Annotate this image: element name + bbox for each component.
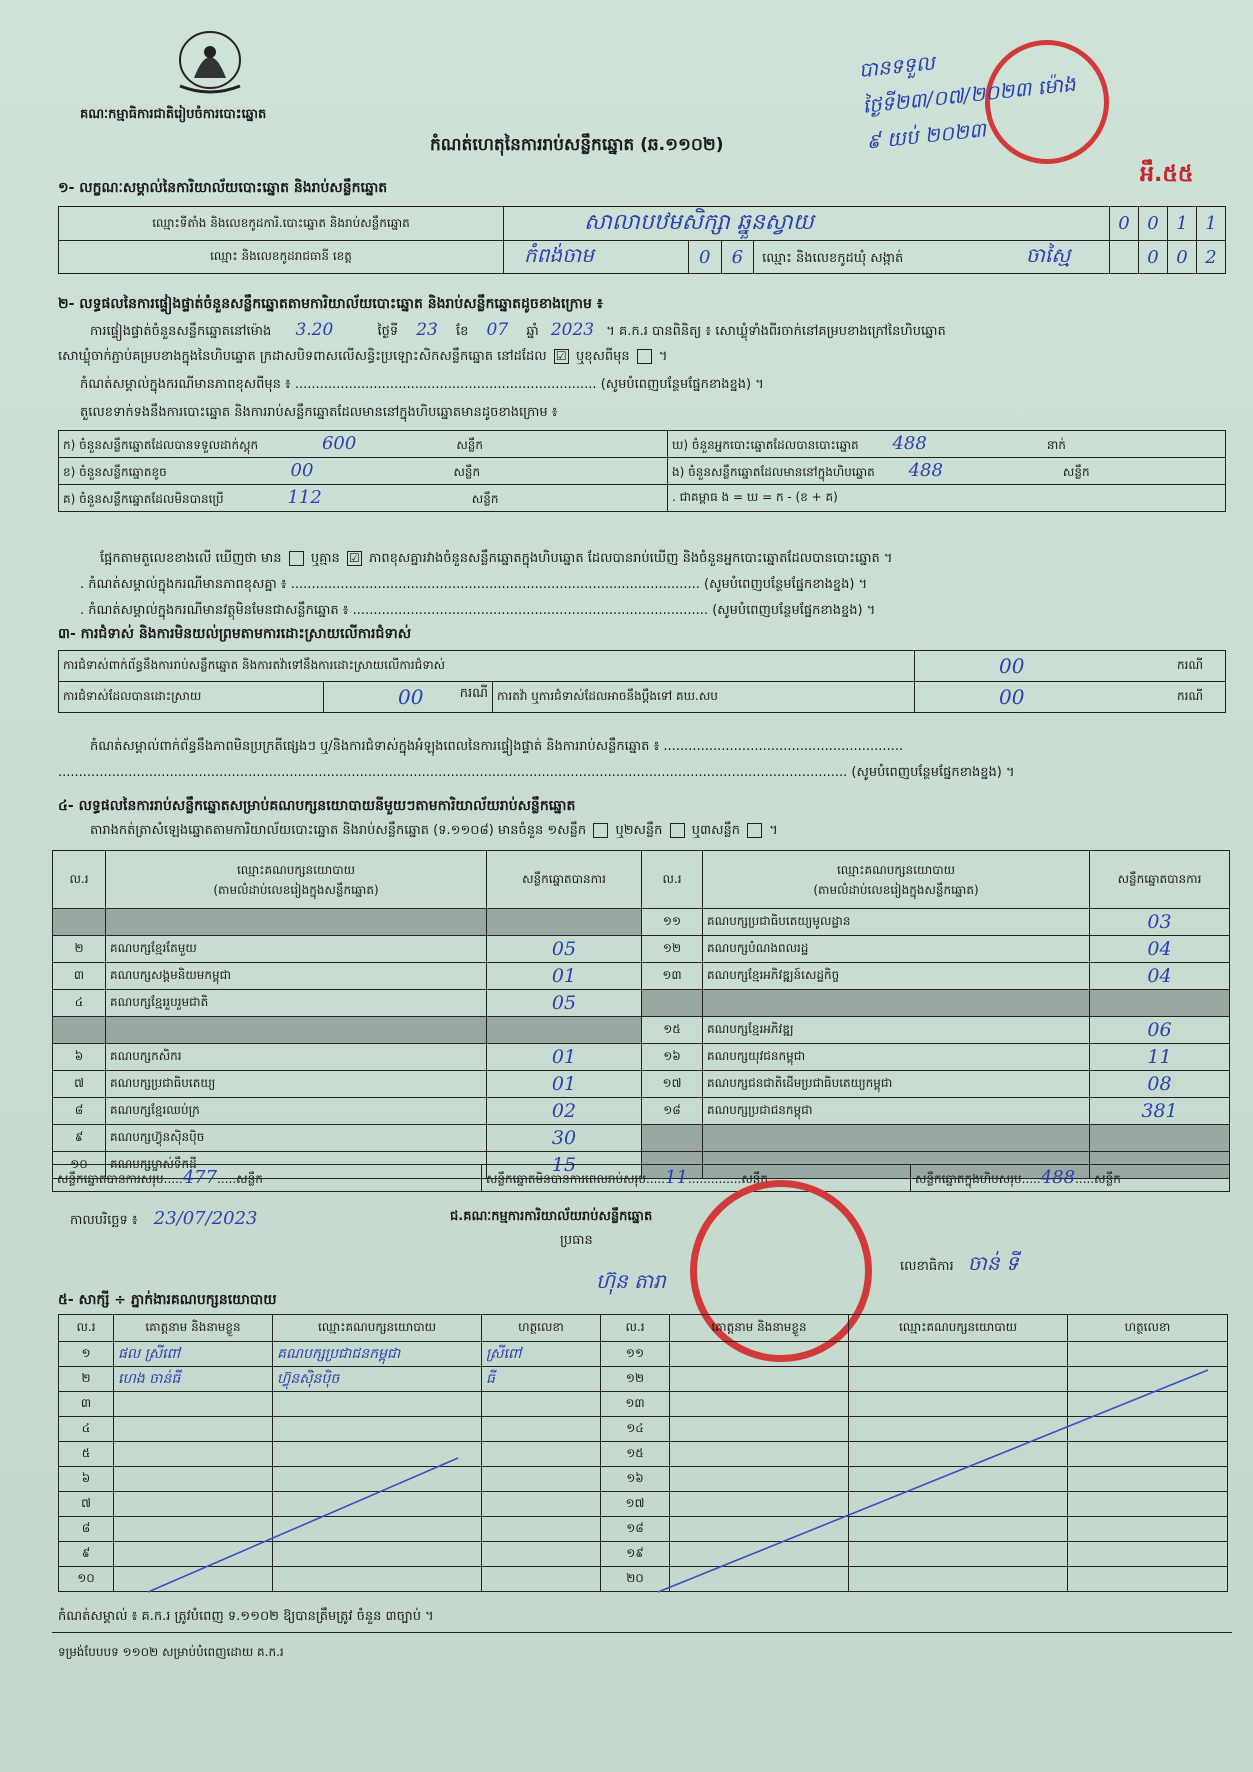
witness-number: ១៥ [601, 1442, 670, 1467]
location-code-3: 1 [1168, 207, 1197, 241]
page-mark: អឹ.៥៥ [1140, 162, 1194, 187]
wit-col-name-left: គោត្តនាម និងនាមខ្លួន [114, 1315, 273, 1342]
discrepancy-note-line: . កំណត់សម្គាល់ក្នុងករណីមានភាពខុសគ្នា ៖ ................................................................................................... (សូមបំពេញបន្ថែមផ្នែកខាងខ្នង) ។ [80, 577, 868, 592]
strike-lines [58, 1340, 1228, 1594]
col-votes-right: សន្លឹកឆ្នោតបានការ [1090, 851, 1230, 909]
province-value: កំពង់ចាម [504, 241, 689, 274]
complaint-appeal-unit: ករណី [1173, 682, 1226, 713]
party-left-number: ៨ [53, 1098, 106, 1125]
verification-text: ។ គ.ក.រ បានពិនិត្យ ៖ សោឃ្លុំទាំងពីរចាក់នៅគម្របខាងក្រៅនៃហិបឆ្នោត [606, 324, 946, 339]
footer-divider [52, 1632, 1232, 1633]
party-row [53, 1098, 1230, 1125]
witness-party: គណបក្សប្រជាជនកម្ពុជា [273, 1342, 482, 1367]
party-right-number: ១២ [642, 936, 703, 963]
party-left-votes: 01 [487, 1071, 642, 1098]
wit-col-party-left: ឈ្មោះគណបក្សនយោបាយ [273, 1315, 482, 1342]
location-value: សាលាបឋមសិក្សា ឆ្នួនស្វាយ [504, 207, 1110, 241]
ballot-formula: . ជាគម្ពាធ ង = ឃ = ក - (ខ + គ) [668, 485, 1226, 512]
totals-row [52, 1164, 1230, 1192]
discrepancy-yes-label: ផ្អែកតាមតួលេខខាងលើ ឃើញថា មាន [100, 551, 282, 566]
ballots-spoiled: ខ) ចំនួនសន្លឹកឆ្នោតខូច 00 សន្លឹក [59, 458, 668, 485]
location-code-2: 0 [1139, 207, 1168, 241]
party-right-name [703, 1125, 1090, 1152]
voters-voted: ឃ) ចំនួនអ្នកបោះឆ្នោតដែលបានបោះឆ្នោត 488 នាក់ [668, 431, 1226, 458]
two-sheet-checkbox[interactable] [670, 823, 685, 838]
col-no-left: ល.រ [53, 851, 106, 909]
party-right-number [642, 990, 703, 1017]
witness-number: ១៣ [601, 1392, 670, 1417]
party-right-number: ១៨ [642, 1098, 703, 1125]
difference-note-label: កំណត់សម្គាល់ក្នុងករណីមានភាពខុសពីមុន ៖ [80, 377, 291, 392]
party-left-name [106, 1017, 487, 1044]
discrepancy-no-label: ឬគ្មាន [310, 551, 340, 566]
foreign-object-label: . កំណត់សម្គាល់ក្នុងករណីមានវត្ថុមិនមែនជាសន្លឹកឆ្នោត ៖ [80, 603, 349, 618]
witness-number: ១៨ [601, 1517, 670, 1542]
party-right-name: គណបក្សបំណងពលរដ្ឋ [703, 936, 1090, 963]
party-results-table [52, 850, 1230, 1179]
party-right-votes: 04 [1090, 963, 1230, 990]
party-right-votes: 03 [1090, 909, 1230, 936]
party-left-number [53, 909, 106, 936]
ballots-in-box: ង) ចំនួនសន្លឹកឆ្នោតដែលមាននៅក្នុងហិបឆ្នោត 488 សន្លឹក [668, 458, 1226, 485]
chair-signature: ហ៊ុន តារា [596, 1269, 666, 1293]
month-label: ខែ [456, 324, 469, 339]
party-left-votes: 05 [487, 936, 642, 963]
foreign-object-note-line: . កំណត់សម្គាល់ក្នុងករណីមានវត្ថុមិនមែនជាសន្លឹកឆ្នោត ៖ ...................................................................................... (សូមបំពេញបន្ថែមផ្នែកខាងខ្នង) ។ [80, 603, 876, 618]
party-left-number: ៩ [53, 1125, 106, 1152]
party-left-number: ៧ [53, 1071, 106, 1098]
party-row [53, 909, 1230, 936]
section5-heading: ៥- សាក្សី ÷ ភ្នាក់ងារគណបក្សនយោបាយ [58, 1292, 277, 1308]
witness-number: ១២ [601, 1367, 670, 1392]
province-code-2: 6 [731, 246, 744, 268]
party-left-number: ៣ [53, 963, 106, 990]
seal-line: សោឃ្លុំចាក់ភ្ជាប់គម្របខាងក្នុងនៃហិបឆ្នោត ក្រដាសបិទពាសលើសន្ធិះប្រឡោះសិកសន្លឹកឆ្នោត នៅដដែល ☑ ឬខុសពីមុន ។ [58, 349, 668, 364]
total-in-box: សន្លឹកឆ្នោតក្នុងហិបសរុប.....488.....សន្លឹក [911, 1165, 1230, 1192]
party-left-votes: 05 [487, 990, 642, 1017]
seal-text: សោឃ្លុំចាក់ភ្ជាប់គម្របខាងក្នុងនៃហិបឆ្នោត ក្រដាសបិទពាសលើសន្ធិះប្រឡោះសិកសន្លឹកឆ្នោត នៅដដែល [58, 349, 547, 364]
time-label: ការផ្ទៀងផ្ទាត់ចំនួនសន្លឹកឆ្នោតនៅម៉ោង [90, 324, 272, 339]
secretary-line [900, 1250, 1019, 1280]
secretary-signature: ចាន់ ទី [967, 1251, 1019, 1275]
verification-year: 2023 [550, 320, 595, 340]
witness-number: ៧ [59, 1492, 114, 1517]
day-label: ថ្ងៃទី [377, 324, 399, 339]
party-left-votes [487, 909, 642, 936]
party-left-name: គណបក្សកសិករ [106, 1044, 487, 1071]
verification-time: 3.20 [295, 320, 334, 340]
party-right-number: ១៣ [642, 963, 703, 990]
party-right-number [642, 1125, 703, 1152]
two-sheet-label: ឬ២សន្លឹក [615, 823, 663, 838]
witness-number: ១៧ [601, 1492, 670, 1517]
section4-heading: ៤- លទ្ធផលនៃការរាប់សន្លឹកឆ្នោតសម្រាប់គណបក្សនយោបាយនីមួយៗតាមការិយាល័យរាប់សន្លឹកឆ្នោត [58, 798, 576, 814]
party-left-votes: 30 [487, 1125, 642, 1152]
verification-month: 07 [486, 320, 509, 340]
commune-label: ឈ្មោះ និងលេខកូដឃុំ សង្កាត់ [762, 251, 904, 266]
witness-number: ១ [59, 1342, 114, 1367]
witness-signature: ស្រីពៅ [482, 1342, 601, 1367]
complaint-resolved: 00 ករណី [324, 682, 493, 713]
witness-number: ៥ [59, 1442, 114, 1467]
party-results-body [53, 909, 1230, 1179]
party-left-name: គណបក្សសង្គមនិយមកម្ពុជា [106, 963, 487, 990]
wit-col-party-right: ឈ្មោះគណបក្សនយោបាយ [849, 1315, 1068, 1342]
party-right-votes: 381 [1090, 1098, 1230, 1125]
party-right-name: គណបក្សប្រជាធិបតេយ្យមូលដ្ឋាន [703, 909, 1090, 936]
location-label: ឈ្មោះទីតាំង និងលេខកូដការិ.បោះឆ្នោត និងរាប់សន្លឹកឆ្នោត [59, 207, 504, 241]
party-left-number: ៤ [53, 990, 106, 1017]
wit-col-name-right: គោត្តនាម និងនាមខ្លួន [670, 1315, 849, 1342]
discrepancy-note-label: . កំណត់សម្គាល់ក្នុងករណីមានភាពខុសគ្នា ៖ [80, 577, 287, 592]
witness-party: ហ៊្វុនស៊ិនប៉ិច [273, 1367, 482, 1392]
party-left-name: គណបក្សហ៊្វុនស៊ិនប៉ិច [106, 1125, 487, 1152]
witness-number: ៣ [59, 1392, 114, 1417]
date-label: កាលបរិច្ឆេទ ៖ [70, 1213, 138, 1228]
date-line [70, 1208, 258, 1231]
section1-heading: ១- លក្ខណៈសម្គាល់នៃការិយាល័យបោះឆ្នោត និងរាប់សន្លឹកឆ្នោត [58, 180, 388, 196]
province-label: ឈ្មោះ និងលេខកូដរាជធានី ខេត្ត [59, 241, 504, 274]
party-right-number: ១៦ [642, 1044, 703, 1071]
party-right-number: ១៥ [642, 1017, 703, 1044]
witness-name: ហេង ចាន់ធី [114, 1367, 273, 1392]
witness-signature: ធី [482, 1367, 601, 1392]
three-sheet-label: ឬ៣សន្លឹក [691, 823, 740, 838]
year-label: ឆ្នាំ [526, 324, 539, 339]
witness-number: ៨ [59, 1517, 114, 1542]
party-left-number: ១០ [53, 1152, 106, 1179]
irregularity-note-label: កំណត់សម្គាល់ពាក់ព័ន្ធនឹងភាពមិនប្រក្រតីផ្សេងៗ ឬ/និងការជំទាស់ក្នុងអំឡុងពេលនៃការផ្ទៀងផ្ទាត់ និងការរាប់សន្លឹកឆ្នោត ៖ [90, 739, 660, 754]
same-checkbox[interactable]: ☑ [554, 349, 569, 364]
witness-number: ១១ [601, 1342, 670, 1367]
party-left-name: គណបក្សប្រជាធិបតេយ្យ [106, 1071, 487, 1098]
party-right-name: គណបក្សខ្មែរអភិវឌ្ឍ [703, 1017, 1090, 1044]
ballots-received: ក) ចំនួនសន្លឹកឆ្នោតដែលបានទទួលដាក់ស្តុក 600 សន្លឹក [59, 431, 668, 458]
section3-heading: ៣- ការជំទាស់ និងការមិនយល់ព្រមតាមការដោះស្រាយលើការជំទាស់ [58, 626, 412, 642]
witness-number: ១៩ [601, 1542, 670, 1567]
witness-number: ១៤ [601, 1417, 670, 1442]
received-note: បានទទួល ថ្ងៃទី២៣/០៧/២០២៣ ម៉ោង ៩ យប់ ២០២៣ [857, 50, 1077, 154]
complaints-table [58, 650, 1226, 713]
party-left-number: ៦ [53, 1044, 106, 1071]
wit-col-no-right: ល.រ [601, 1315, 670, 1342]
witness-number: ២០ [601, 1567, 670, 1592]
complaint-total: 00 [915, 651, 1174, 682]
sheet-count-line: តារាងកត់ត្រាសំឡេងឆ្នោតតាមការិយាល័យបោះឆ្នោត និងរាប់សន្លឹកឆ្នោត (ទ.១១០៨) មានចំនួន ១សន្លឹក ឬ២សន្លឹក ឬ៣សន្លឹក ។ [90, 823, 778, 838]
wit-col-no-left: ល.រ [59, 1315, 114, 1342]
commune-code-2: 0 [1168, 241, 1197, 274]
committee-label: ជ.គណៈកម្មការការិយាល័យរាប់សន្លឹកឆ្នោត [450, 1209, 653, 1224]
wit-col-sign-left: ហត្ថលេខា [482, 1315, 601, 1342]
party-right-votes: 11 [1090, 1044, 1230, 1071]
party-left-name [106, 909, 487, 936]
discrepancy-line [100, 550, 892, 569]
witness-number: ១០ [59, 1567, 114, 1592]
commune-code-3: 2 [1197, 241, 1226, 274]
ballot-figures-table [58, 430, 1226, 512]
party-row [53, 990, 1230, 1017]
commune-code-1: 0 [1139, 241, 1168, 274]
party-left-votes [487, 1017, 642, 1044]
complaint-total-label: ការជំទាស់ពាក់ព័ន្ធនឹងការរាប់សន្លឹកឆ្នោត និងការតវ៉ាទៅនឹងការដោះស្រាយលើការជំទាស់ [59, 651, 915, 682]
party-left-name: គណបក្សខ្មែរតែមួយ [106, 936, 487, 963]
secretary-label: លេខាធិការ [900, 1259, 954, 1274]
party-row [53, 936, 1230, 963]
one-sheet-checkbox[interactable] [593, 823, 608, 838]
party-row [53, 1071, 1230, 1098]
witness-name: ផល ស្រីពៅ [114, 1342, 273, 1367]
party-left-votes: 01 [487, 963, 642, 990]
party-right-name [703, 990, 1090, 1017]
party-left-number [53, 1017, 106, 1044]
party-right-name: គណបក្សជនជាតិដើមប្រជាធិបតេយ្យកម្ពុជា [703, 1071, 1090, 1098]
complaint-appeal-label: ការតវ៉ា ឬការជំទាស់ដែលអាចនឹងប្ដឹងទៅ គឃ.សប [493, 682, 915, 713]
col-party-right: ឈ្មោះគណបក្សនយោបាយ (តាមលំដាប់លេខរៀងក្នុងសន្លឹកឆ្នោត) [703, 851, 1090, 909]
chair-label: ប្រធាន [560, 1233, 593, 1248]
party-right-name: គណបក្សខ្មែរអភិវឌ្ឍន៍សេដ្ឋកិច្ច [703, 963, 1090, 990]
verification-line [90, 320, 946, 342]
section2-heading: ២- លទ្ធផលនៃការផ្ទៀងផ្ទាត់ចំនួនសន្លឹកឆ្នោតតាមការិយាល័យបោះឆ្នោត និងរាប់សន្លឹកឆ្នោតដូចខាងក្រោម ៖ [58, 296, 603, 312]
party-right-name: គណបក្សប្រជាជនកម្ពុជា [703, 1098, 1090, 1125]
sheet-count-text: តារាងកត់ត្រាសំឡេងឆ្នោតតាមការិយាល័យបោះឆ្នោត និងរាប់សន្លឹកឆ្នោត (ទ.១១០៨) មានចំនួន ១សន្លឹក [90, 823, 587, 838]
ballots-unused: គ) ចំនួនសន្លឹកឆ្នោតដែលមិនបានប្រើ 112 សន្លឹក [59, 485, 668, 512]
party-row [53, 963, 1230, 990]
col-no-right: ល.រ [642, 851, 703, 909]
col-votes-left: សន្លឹកឆ្នោតបានការ [487, 851, 642, 909]
party-right-number: ១៧ [642, 1071, 703, 1098]
location-code-1: 0 [1110, 207, 1139, 241]
complaint-total-unit: ករណី [1173, 651, 1226, 682]
party-left-name: គណបក្សម្ចាស់ទឹកដី [106, 1152, 487, 1179]
party-right-number: ១១ [642, 909, 703, 936]
commune-value: ចាស្មៃ [1025, 243, 1071, 267]
difference-note-line: កំណត់សម្គាល់ក្នុងករណីមានភាពខុសពីមុន ៖ ......................................................................... (សូមបំពេញបន្ថែមផ្នែកខាងខ្នង) ។ [80, 377, 764, 392]
wit-col-sign-right: ហត្ថលេខា [1068, 1315, 1228, 1342]
signing-date: 23/07/2023 [153, 1208, 258, 1229]
party-left-number: ២ [53, 936, 106, 963]
party-left-votes: 02 [487, 1098, 642, 1125]
party-row [53, 1044, 1230, 1071]
different-label: ឬខុសពីមុន [575, 349, 630, 364]
figures-intro: តួលេខទាក់ទងនឹងការបោះឆ្នោត និងការរាប់សន្លឹកឆ្នោតដែលមាននៅក្នុងហិបឆ្នោតមានដូចខាងក្រោម ៖ [80, 405, 558, 420]
page-title: កំណត់ហេតុនៃការរាប់សន្លឹកឆ្នោត (ឆ.១១០២) [430, 135, 724, 155]
total-valid: សន្លឹកឆ្នោតបានការសរុប.....477.....សន្លឹក [53, 1165, 482, 1192]
party-left-votes: 01 [487, 1044, 642, 1071]
party-left-name: គណបក្សខ្មែររួបរួមជាតិ [106, 990, 487, 1017]
irregularity-note-line: កំណត់សម្គាល់ពាក់ព័ន្ធនឹងភាពមិនប្រក្រតីផ្សេងៗ ឬ/និងការជំទាស់ក្នុងអំឡុងពេលនៃការផ្ទៀងផ្ទាត់ និងការរាប់សន្លឹកឆ្នោត ៖ .......................................................... [90, 739, 904, 754]
different-checkbox[interactable] [637, 349, 652, 364]
party-right-votes [1090, 990, 1230, 1017]
discrepancy-yes-checkbox[interactable] [289, 551, 304, 566]
witness-number: ៩ [59, 1542, 114, 1567]
col-party-left: ឈ្មោះគណបក្សនយោបាយ (តាមលំដាប់លេខរៀងក្នុងសន្លឹកឆ្នោត) [106, 851, 487, 909]
discrepancy-note-hint: (សូមបំពេញបន្ថែមផ្នែកខាងខ្នង) ។ [704, 577, 868, 592]
party-right-name: គណបក្សយុវជនកម្ពុជា [703, 1044, 1090, 1071]
party-left-name: គណបក្សខ្មែរឈប់ក្រ [106, 1098, 487, 1125]
party-row [53, 1017, 1230, 1044]
location-table [58, 206, 1226, 274]
irregularity-note-hint: (សូមបំពេញបន្ថែមផ្នែកខាងខ្នង) ។ [851, 765, 1015, 780]
party-right-votes: 06 [1090, 1017, 1230, 1044]
witness-number: ២ [59, 1367, 114, 1392]
total-invalid: សន្លឹកឆ្នោតមិនបានការពេលរាប់សរុប.....11..............សន្លឹក [482, 1165, 911, 1192]
foreign-object-hint: (សូមបំពេញបន្ថែមផ្នែកខាងខ្នង) ។ [712, 603, 876, 618]
party-row [53, 1125, 1230, 1152]
three-sheet-checkbox[interactable] [747, 823, 762, 838]
difference-note-hint: (សូមបំពេញបន្ថែមផ្នែកខាងខ្នង) ។ [600, 377, 764, 392]
footer-note: កំណត់សម្គាល់ ៖ គ.ក.រ ត្រូវបំពេញ ទ.១១០២ ឱ្យបានត្រឹមត្រូវ ចំនួន ៣ច្បាប់ ។ [58, 1609, 434, 1624]
irregularity-note-line-2: ............................................................................................................................................................................................... (សូមបំពេញបន្ថែមផ្នែកខាងខ្នង) ។ [58, 765, 1015, 780]
province-code-1: 0 [689, 241, 721, 273]
nec-logo [168, 26, 252, 100]
complaint-resolved-label: ការជំទាស់ដែលបានដោះស្រាយ [59, 682, 324, 713]
witness-number: ១៦ [601, 1467, 670, 1492]
discrepancy-no-checkbox[interactable]: ☑ [347, 551, 362, 566]
verification-day: 23 [416, 320, 438, 340]
witness-number: ៦ [59, 1467, 114, 1492]
commission-name: គណៈកម្មាធិការជាតិរៀបចំការបោះឆ្នោត [80, 107, 267, 122]
complaint-appeal: 00 [915, 682, 1174, 713]
party-right-votes: 08 [1090, 1071, 1230, 1098]
party-left-votes: 15 [487, 1152, 642, 1179]
form-id: ទម្រង់បែបបទ ១១០២ សម្រាប់បំពេញដោយ គ.ក.រ [58, 1645, 284, 1659]
party-right-votes: 04 [1090, 936, 1230, 963]
discrepancy-text: ភាពខុសគ្នារវាងចំនួនសន្លឹកឆ្នោតក្នុងហិបឆ្នោត ដែលបានរាប់ឃើញ និងចំនួនអ្នកបោះឆ្នោតដែលបានបោះឆ្នោត ។ [369, 551, 893, 566]
location-code-4: 1 [1197, 207, 1226, 241]
party-right-votes [1090, 1125, 1230, 1152]
witness-number: ៤ [59, 1417, 114, 1442]
